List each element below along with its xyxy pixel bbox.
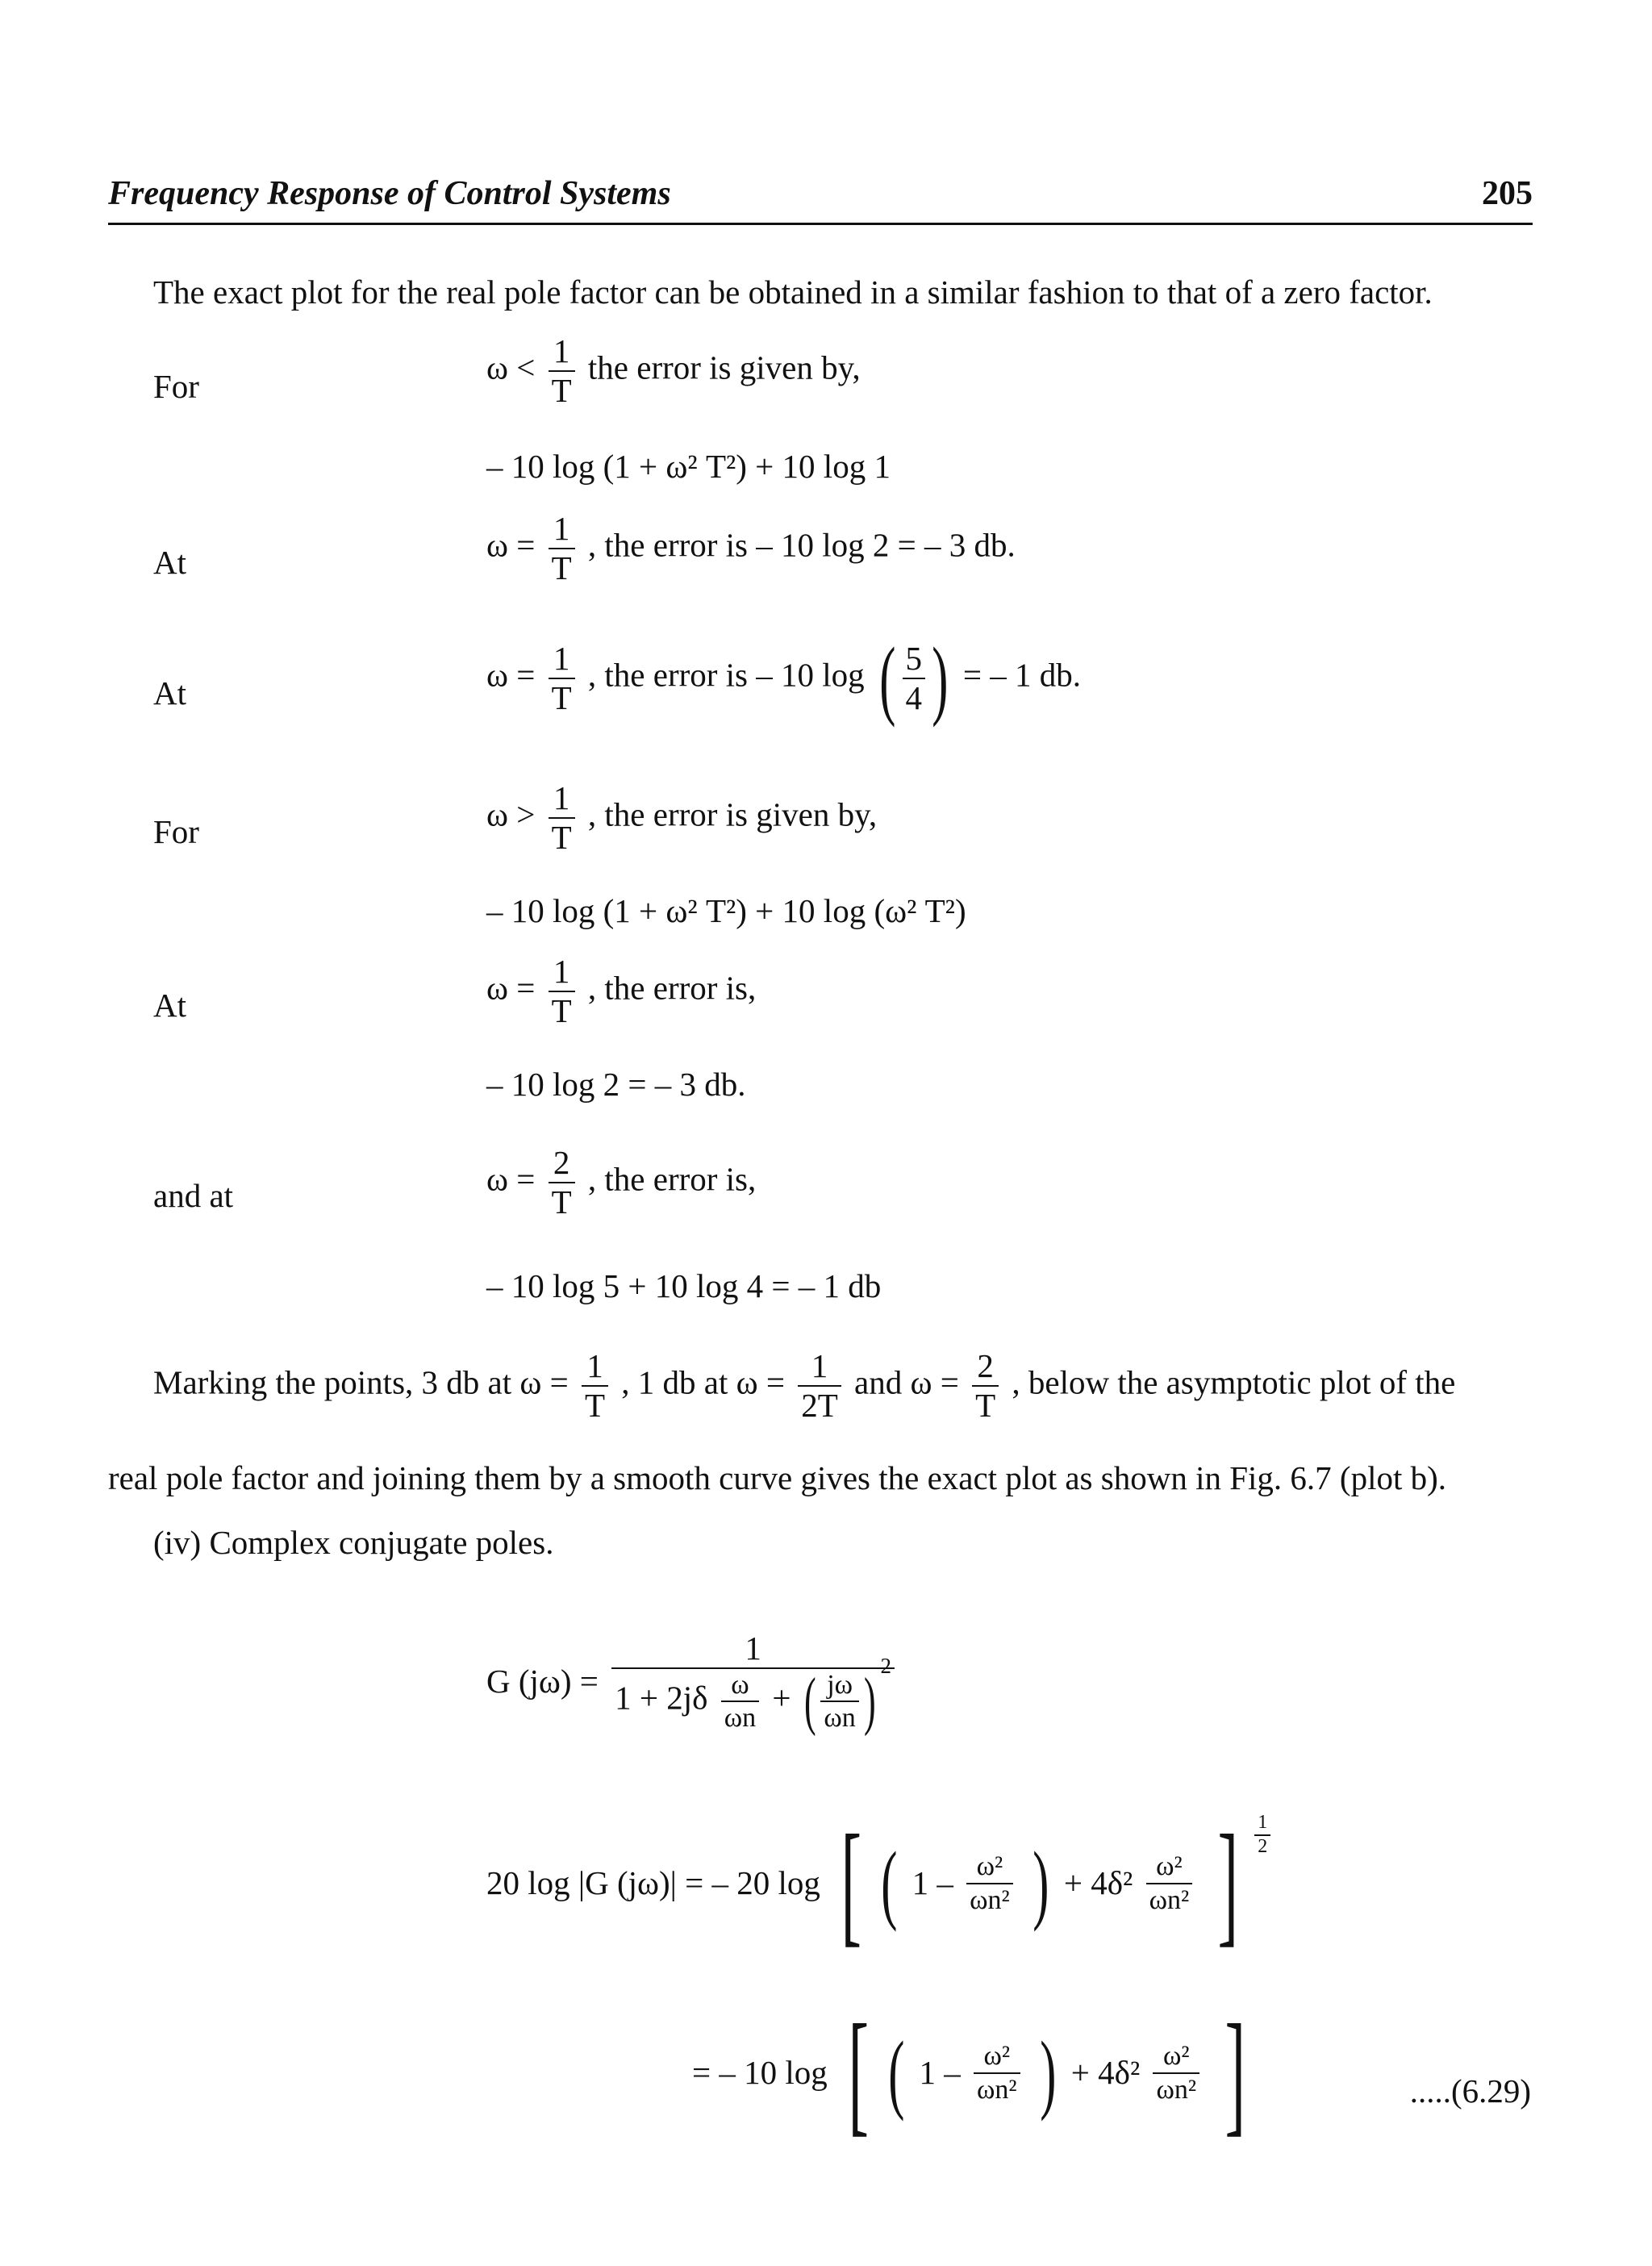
fraction-1-over-t: $\frac{1}{T}$ [549,779,575,857]
fraction-1-over-t: $\frac{1}{T}$ [549,953,575,1030]
fraction-1-over-t: $\frac{1}{T}$ [549,640,575,717]
fraction-5-over-4: $\frac{5}{4}$ [903,640,926,717]
section-heading-complex-poles: (iv) Complex conjugate poles. [153,1524,554,1561]
fraction-1-over-t: $\frac{1}{T}$ [549,510,575,587]
magnitude-equation: 20 log |G (jω)| = – 20 log [ ( 1 – $\frac{\text{ω²}}{\text{ωn²}}$ ) + 4δ² $\frac{\text{ω²}}{\text{ωn²}}$ ] $\frac{1}{2}$ [486,1835,1275,1931]
label-at-1: At [153,544,186,581]
error-expression-2: – 10 log (1 + ω² T²) + 10 log (ω² T²) [486,892,966,929]
label-for-1: For [153,368,199,405]
fraction-1-over-t: $\frac{1}{T}$ [582,1347,608,1425]
label-and-at: and at [153,1177,234,1214]
error-value-1: – 10 log 2 = – 3 db. [486,1066,746,1103]
transfer-function-fraction: 1 1 + 2jδ $\frac{\omega}{\omega n}$ + ( $\frac{j\omega}{\omega n}$ )$^2$ [611,1630,895,1734]
label-for-2: For [153,813,199,850]
fraction-2-over-t: $\frac{2}{T}$ [549,1144,575,1221]
condition-line-2: ω = $\frac{1}{T}$ , the error is – 10 log 2 = – 3 db. [486,510,1016,587]
error-expression-1: – 10 log (1 + ω² T²) + 10 log 1 [486,448,891,485]
condition-line-4: ω > $\frac{1}{T}$ , the error is given by, [486,779,878,857]
error-value-2: – 10 log 5 + 10 log 4 = – 1 db [486,1267,882,1304]
page-number: 205 [1482,175,1533,212]
fraction-2-over-t: $\frac{2}{T}$ [972,1347,999,1425]
marking-paragraph-line-1: Marking the points, 3 db at ω = $\frac{1}{T}$ , 1 db at ω = $\frac{1}{2T}$ and ω = $\frac{2}{T}$ , below the asymptotic plot of the [153,1347,1456,1425]
intro-paragraph: The exact plot for the real pole factor can be obtained in a similar fashion to that of a zero factor. [153,273,1433,311]
condition-line-1: ω < $\frac{1}{T}$ the error is given by, [486,332,861,410]
running-header-title: Frequency Response of Control Systems [108,175,671,212]
transfer-function-equation: G (jω) = 1 1 + 2jδ $\frac{\omega}{\omega n}$ + ( $\frac{j\omega}{\omega n}$ )$^2$ [486,1630,899,1734]
magnitude-equation-simplified: = – 10 log [ ( 1 – $\frac{\text{ω²}}{\text{ωn²}}$ ) + 4δ² $\frac{\text{ω²}}{\text{ωn²}}$ ] [692,1997,1246,2148]
condition-line-5: ω = $\frac{1}{T}$ , the error is, [486,953,757,1030]
exponent-one-half: $\frac{1}{2}$ [1254,1812,1270,1858]
condition-line-3: ω = $\frac{1}{T}$ , the error is – 10 log ( $\frac{5}{4}$ ) = – 1 db. [486,628,1082,728]
marking-paragraph-line-2: real pole factor and joining them by a smooth curve gives the exact plot as shown in Fig. 6.7 (plot b). [108,1459,1446,1496]
fraction-1-over-t: $\frac{1}{T}$ [549,332,575,410]
fraction-1-over-2t: $\frac{1}{2T}$ [798,1347,841,1425]
equation-number: .....(6.29) [1409,2072,1531,2110]
label-at-3: At [153,987,186,1024]
header-rule [108,223,1533,225]
condition-line-6: ω = $\frac{2}{T}$ , the error is, [486,1144,757,1221]
label-at-2: At [153,674,186,712]
